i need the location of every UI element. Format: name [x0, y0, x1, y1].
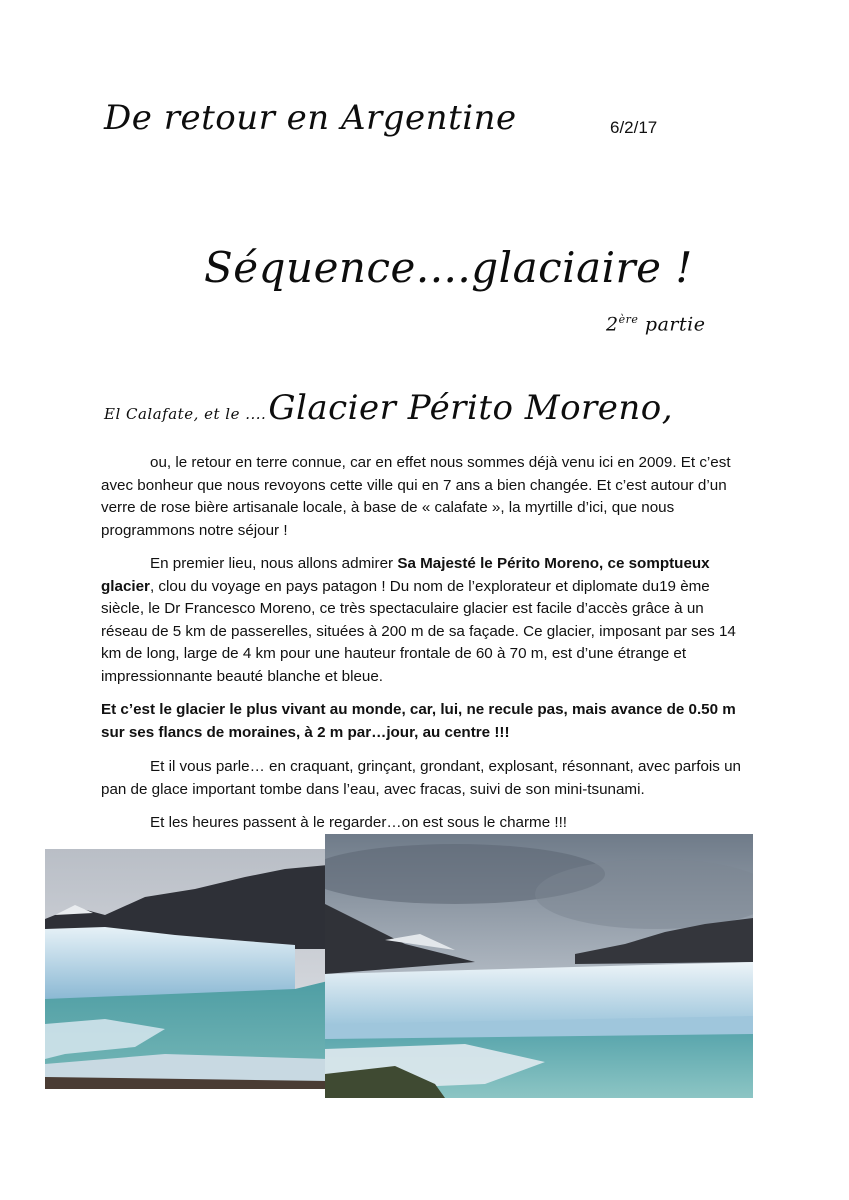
part-number: 2 — [606, 313, 619, 336]
section-intro: El Calafate, et le .... — [104, 405, 267, 423]
paragraph-text: , clou du voyage en pays patagon ! Du nom de l’explorateur et diplomate du19 ème siècle, le Dr Francesco Moreno, ce très spectaculaire glacier est facile d’accès grâce à un réseau de 5 km de passerelles, situées à 200 m de sa façade. Ce glacier, imposant par ses 14 km de long, large de 4 km pour une hauteur frontale de 60 à 70 m, est d’une étrange et impressionnante beauté blanche et bleue. — [101, 577, 736, 685]
sequence-title: Séquence....glaciaire ! — [204, 243, 693, 292]
paragraph-intro: ou, le retour en terre connue, car en effet nous sommes déjà venu ici en 2009. Et c’est avec bonheur que nous revoyons cette ville qui en 7 ans a bien changée. Et c’est autour d’un verre de rose bière artisanale locale, à base de « calafate », la myrtille d’ici, que nous programmons notre séjour ! — [101, 454, 731, 539]
part-word: partie — [644, 313, 706, 336]
paragraph-bold-fact: Et c’est le glacier le plus vivant au monde, car, lui, ne recule pas, mais avance de 0.50 m sur ses flancs de moraines, à 2 m par…jour, au centre !!! — [101, 701, 736, 741]
glacier-photo-left-illustration — [45, 849, 328, 1089]
paragraph-emphasis: Sa Majesté le Périto Moreno, ce somptueux glacier — [101, 555, 710, 595]
glacier-photo-left — [45, 849, 328, 1089]
paragraph-sounds: Et il vous parle… en craquant, grinçant, grondant, explosant, résonnant, avec parfois un pan de glace important tombe dans l’eau, avec fracas, suivi de son mini-tsunami. — [101, 758, 741, 798]
paragraph-closing: Et les heures passent à le regarder…on est sous le charme !!! — [150, 814, 568, 831]
header-title: De retour en Argentine — [104, 98, 517, 138]
part-label — [606, 313, 705, 335]
glacier-photo-right-illustration — [325, 834, 753, 1098]
glacier-photo-right — [325, 834, 753, 1098]
header-date: 6/2/17 — [610, 118, 658, 137]
section-heading — [104, 388, 673, 428]
section-title: Glacier Périto Moreno, — [268, 388, 674, 428]
part-superscript: ère — [618, 313, 639, 326]
paragraph-text: En premier lieu, nous allons admirer — [150, 555, 398, 572]
paragraph-glacier-description — [101, 553, 749, 689]
